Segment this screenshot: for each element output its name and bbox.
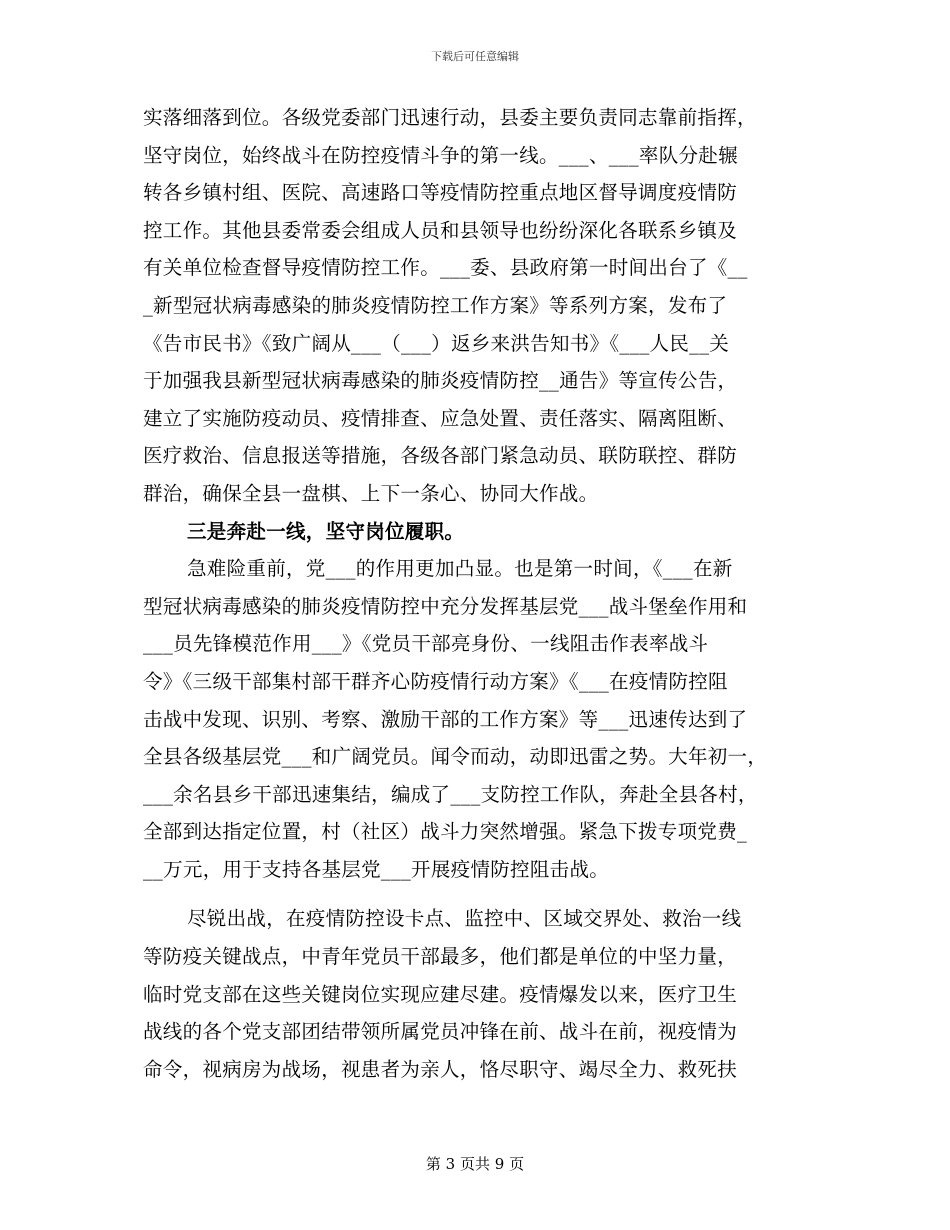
text-line: 建立了实施防疫动员、疫情排查、应急处置、责任落实、隔离阻断、 xyxy=(143,406,738,430)
text-line: 全县各级基层党___和广阔党员。闻令而动，动即迅雷之势。大年初一， xyxy=(143,745,768,769)
document-body xyxy=(143,99,811,1088)
text-line: _新型冠状病毒感染的肺炎疫情防控工作方案》等系列方案，发布了 xyxy=(143,293,728,317)
text-line: ___余名县乡干部迅速集结，编成了___支防控工作队，奔赴全县各村， xyxy=(143,782,758,806)
page-header: 下载后可任意编辑 xyxy=(431,50,519,63)
text-line: 全部到达指定位置，村（社区）战斗力突然增强。紧急下拨专项党费_ xyxy=(143,820,748,844)
text-line: 实落细落到位。各级党委部门迅速行动，县委主要负责同志靠前指挥， xyxy=(143,106,757,129)
text-line: 急难险重前，党___的作用更加凸显。也是第一时间，《___在新 xyxy=(187,557,733,581)
text-line: 临时党支部在这些关键岗位实现应建尽建。疫情爆发以来，医疗卫生 xyxy=(143,982,738,1006)
page-footer: 第 3 页共 9 页 xyxy=(425,1155,525,1173)
text-line: 医疗救治、信息报送等措施，各级各部门紧急动员、联防联控、群防 xyxy=(143,444,738,468)
text-line: 型冠状病毒感染的肺炎疫情防控中充分发挥基层党___战斗堡垒作用和 xyxy=(143,594,748,618)
text-line: 命令，视病房为战场，视患者为亲人，恪尽职守、竭尽全力、救死扶 xyxy=(143,1057,738,1081)
text-line: 转各乡镇村组、医院、高速路口等疫情防控重点地区督导调度疫情防 xyxy=(143,181,738,205)
text-line: __万元，用于支持各基层党___开展疫情防控阻击战。 xyxy=(143,857,610,881)
text-line: 控工作。其他县委常委会组成人员和县领导也纷纷深化各联系乡镇及 xyxy=(143,218,738,242)
text-line: 坚守岗位，始终战斗在防控疫情斗争的第一线。___、___率队分赴辗 xyxy=(143,143,738,167)
text-line: 《告市民书》《致广阔从___（___）返乡来洪告知书》《___人民__关 xyxy=(143,331,730,355)
text-line: ___员先锋模范作用___》《党员干部亮身份、一线阻击作表率战斗 xyxy=(143,632,709,656)
text-line: 令》《三级干部集村部干群齐心防疫情行动方案》《___在疫情防控阻 xyxy=(143,669,728,693)
text-line: 群治，确保全县一盘棋、上下一条心、协同大作战。 xyxy=(143,481,599,505)
text-line: 击战中发现、识别、考察、激励干部的工作方案》等___迅速传达到了 xyxy=(143,707,748,731)
text-line: 战线的各个党支部团结带领所属党员冲锋在前、战斗在前，视疫情为 xyxy=(143,1020,738,1044)
text-line: 等防疫关键战点，中青年党员干部最多，他们都是单位的中坚力量， xyxy=(143,945,738,969)
text-line: 于加强我县新型冠状病毒感染的肺炎疫情防控__通告》等宣传公告， xyxy=(143,369,738,393)
paragraph-spacer xyxy=(143,888,811,900)
section-heading: 三是奔赴一线，坚守岗位履职。 xyxy=(187,519,465,543)
text-line: 有关单位检查督导疫情防控工作。___委、县政府第一时间出台了《__ xyxy=(143,256,748,280)
text-line: 尽锐出战，在疫情防控设卡点、监控中、区域交界处、救治一线 xyxy=(187,907,742,931)
